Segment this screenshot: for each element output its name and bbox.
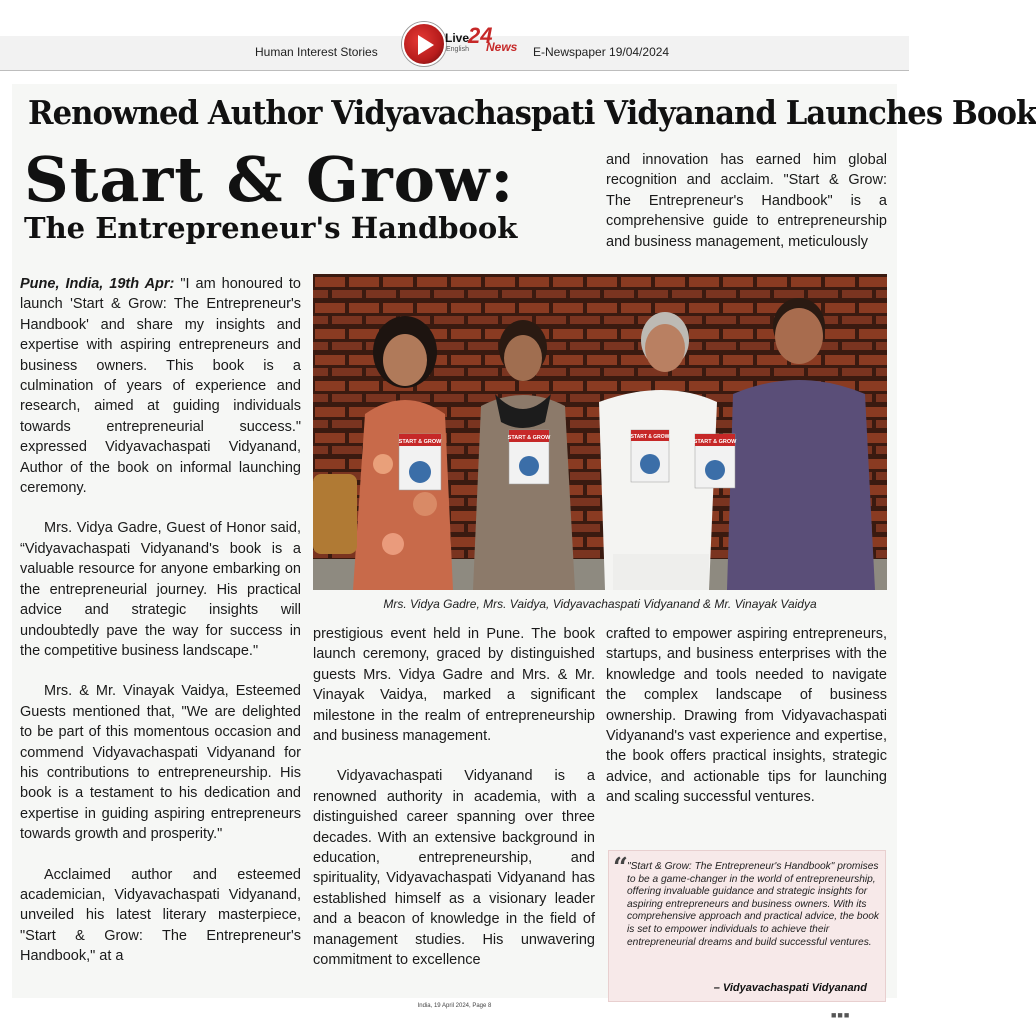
column-3-top [606, 150, 887, 252]
page-footer: India, 19 April 2024, Page 8 [417, 1003, 492, 1009]
launch-photo-illustration [313, 274, 887, 590]
book-cover [399, 434, 442, 490]
svg-text:START & GROW: START & GROW [398, 439, 442, 445]
book-cover [631, 430, 670, 482]
launch-photo [313, 274, 887, 590]
logo-news-text: News [486, 40, 518, 54]
col2-paragraph-2: Vidyavachaspati Vidyanand is a renowned authority in academia, with a distinguished career spanning over three decades. With an extensive background in education, entrepreneurship, and spirituality, Vidyavachaspati Vidyanand has established himself as a visionary leader and a beacon of knowledge in the field of management studies. His unwavering commitment to excellence [313, 768, 595, 969]
col1-paragraph-3: Mrs. & Mr. Vinayak Vaidya, Esteemed Guests mentioned that, "We are delighted to be part of this momentous occasion and commend Vidyavachaspati Vidyanand for his contributions to entrepreneurship. His book is a testament to his dedication and expertise in guiding aspiring entrepreneurs towards growth and prosperity." [20, 683, 301, 843]
svg-text:START & GROW: START & GROW [693, 439, 737, 445]
logo-lang-text: English [446, 46, 469, 53]
play-logo-icon [402, 22, 446, 66]
section-label: Human Interest Stories [255, 45, 378, 59]
col2-paragraph-1: prestigious event held in Pune. The book launch ceremony, graced by distinguished guests Mrs. Vidya Gadre and Mrs. & Mr. Vinayak Vaidya, marked a significant milestone in the realm of entrepreneurship and business management. [313, 626, 595, 745]
col3-bottom-paragraph: crafted to empower aspiring entrepreneurs, startups, and business enterprises with the knowledge and tools needed to navigate the complex landscape of business ownership. Drawing from Vidyavachaspati Vidyanand's vast experience and expertise, the book offers practical insights, strategic advice, and actionable tips for launching and scaling successful ventures. [606, 626, 887, 806]
pull-quote [608, 850, 886, 1002]
svg-text:START & GROW: START & GROW [507, 435, 551, 441]
svg-text:START & GROW: START & GROW [630, 434, 670, 440]
logo-number: 24 [468, 23, 493, 48]
col1-paragraph-2: Mrs. Vidya Gadre, Guest of Honor said, “Vidyavachaspati Vidyanand's book is a valuable resource for anyone embarking on the entrepreneurial journey. His practical advice and strategic insights will undoubtedly pave the way for success in the competitive business landscape." [20, 520, 301, 659]
column-3-bottom [606, 624, 887, 808]
book-title: Start & Grow: [24, 143, 515, 216]
edition-date: E-Newspaper 19/04/2024 [533, 45, 670, 59]
live24-logo[interactable] [402, 22, 518, 66]
pull-quote-text: "Start & Grow: The Entrepreneur's Handbook" promises to be a game-changer in the world of entrepreneurship, offering invaluable guidance and strategic insights for aspiring entrepreneurs and business owners. With its comprehensive approach and practical advice, the book is set to empower individuals to achieve their entrepreneurial dreams and build successful ventures. [627, 861, 880, 948]
col3-top-paragraph: and innovation has earned him global recognition and acclaim. "Start & Grow: The Entrepreneur's Handbook" is a comprehensive guide to entrepreneurship and business management, meticulously [606, 152, 887, 250]
col1-p1-text: "I am honoured to launch 'Start & Grow: The Entrepreneur's Handbook' and share my insights and expertise with aspiring entrepreneurs and business owners. This book is a culmination of years of experience and research, aimed at guiding individuals towards entrepreneurial success." expressed Vidyavachaspati Vidyanand, Author of the book on informal launching ceremony. [20, 276, 301, 497]
book-subtitle: The Entrepreneur's Handbook [24, 211, 518, 245]
pull-quote-author: – Vidyavachaspati Vidyanand [713, 982, 867, 994]
book-cover [508, 430, 551, 484]
book-cover [694, 434, 737, 488]
quote-mark-icon: “ [613, 853, 628, 883]
article-headline: Renowned Author Vidyavachaspati Vidyanand Launches Book [28, 93, 1036, 132]
photo-caption: Mrs. Vidya Gadre, Mrs. Vaidya, Vidyavachaspati Vidyanand & Mr. Vinayak Vaidya [383, 597, 817, 611]
col1-paragraph-4: Acclaimed author and esteemed academician, Vidyavachaspati Vidyanand, unveiled his latest literary masterpiece, "Start & Grow: The Entrepreneur's Handbook," at a [20, 866, 301, 965]
col1-paragraph-1 [20, 274, 301, 498]
page-nav-squares[interactable]: ■■■ [831, 1010, 851, 1020]
dateline: Pune, India, 19th Apr: [20, 276, 175, 292]
logo-live-text: Live [445, 31, 470, 45]
column-2 [313, 624, 595, 971]
column-1 [20, 274, 301, 967]
